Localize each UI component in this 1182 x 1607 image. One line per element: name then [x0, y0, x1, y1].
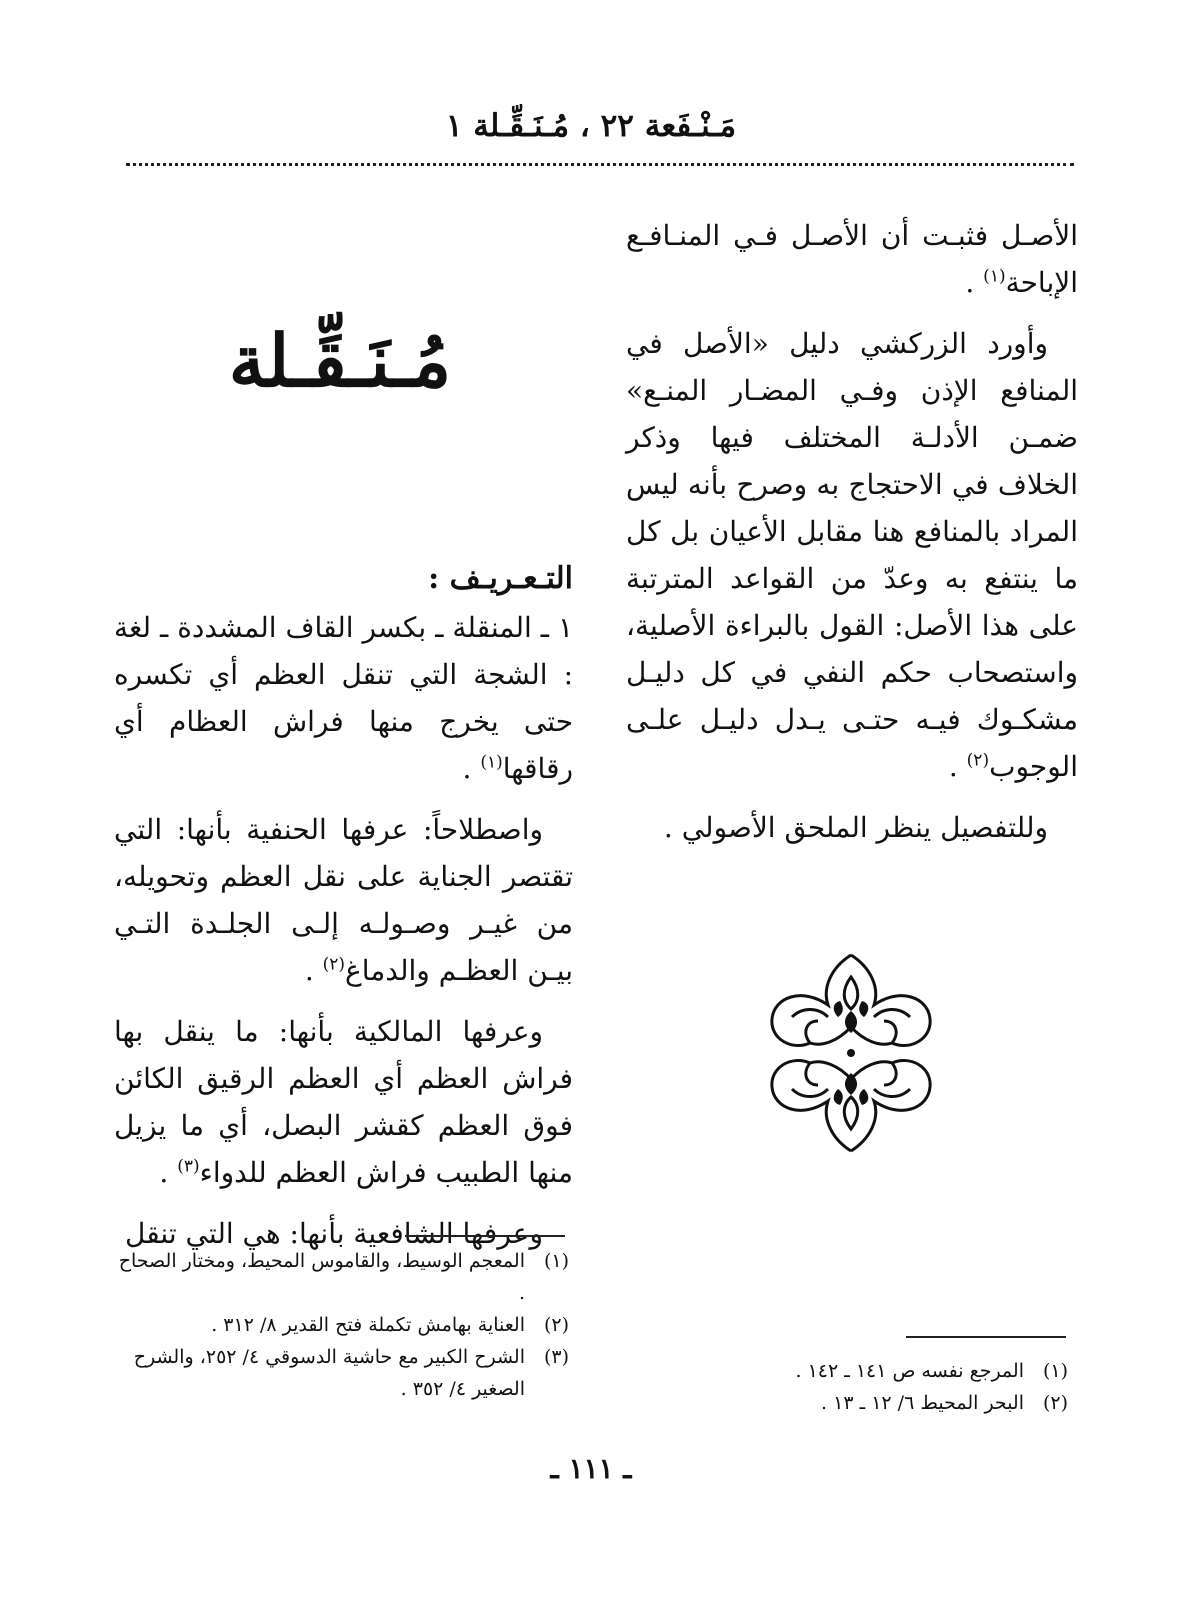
footnote-text: المرجع نفسه ص ١٤١ ـ ١٤٢ .: [795, 1360, 1024, 1382]
footnote: [640, 1355, 1068, 1387]
header-dotted-rule: [126, 163, 1074, 166]
footnote: [114, 1245, 569, 1309]
footnote-ref: (١): [480, 752, 503, 773]
paragraph-text: وعرفها المالكية بأنها: ما ينقل بها فراش العظم أي العظم الرقيق الكائن فوق العظم كقشر البصل، أي ما يزيل منها الطبيب فراش العظم للدواء: [114, 1015, 573, 1189]
paragraph: [114, 1008, 573, 1196]
footnote-number: (١): [1042, 1360, 1068, 1382]
left-column: [114, 555, 573, 1271]
paragraph-text: واصطلاحاً: عرفها الحنفية بأنها: التي تقتصر الجناية على نقل العظم وتحويله، من غيـر وصـولـه إلـى الجلـدة التـي بيـن العظـم والدماغ: [114, 813, 573, 987]
footnote-ref: (٣): [177, 1156, 200, 1177]
section-heading: التـعـريـف :: [428, 561, 573, 596]
footnote-text: العناية بهامش تكملة فتح القدير ٨/ ٣١٢ .: [211, 1314, 525, 1336]
paragraph-text: وأورد الزركشي دليل «الأصل في المنافع الإذن وفـي المضـار المنـع» ضمـن الأدلـة المختلف فيها وذكر الخلاف في الاحتجاج به وصرح بأنه ليس المراد بالمنافع هنا مقابل الأعيان بل كل ما ينتفع به وعدّ من القواعد المترتبة على هذا الأصل: القول بالبراءة الأصلية، واستصحاب حكم النفي في كل دليـل مشكـوك فيـه حتـى يـدل دليـل علـى الوجوب: [626, 327, 1078, 783]
paragraph-end: .: [462, 752, 481, 785]
paragraph: [626, 804, 1078, 851]
paragraph-text: الأصـل فثبـت أن الأصـل فـي المنـافـع الإباحة: [626, 219, 1078, 299]
footnote-number: (٢): [543, 1314, 569, 1336]
paragraph-text: وعرفها الشافعية بأنها: هي التي تنقل: [125, 1217, 543, 1250]
paragraph-end: .: [948, 750, 967, 783]
footnote: [640, 1387, 1068, 1419]
footnote-text: الشرح الكبير مع حاشية الدسوقي ٤/ ٢٥٢، والشرح الصغير ٤/ ٣٥٢ .: [133, 1346, 525, 1400]
right-footnotes: [640, 1355, 1068, 1419]
footnote-separator: [405, 1235, 565, 1237]
arabesque-ornament-icon: [762, 947, 940, 1159]
footnote-ref: (١): [983, 266, 1006, 287]
footnote-separator: [906, 1336, 1066, 1338]
running-header: مَـنْـفَعة ٢٢ ، مُـنَـقِّـلة ١: [445, 108, 737, 144]
footnote-ref: (٢): [966, 750, 990, 771]
paragraph: [626, 212, 1078, 306]
footnote-text: البحر المحيط ٦/ ١٢ ـ ١٣ .: [821, 1392, 1024, 1414]
footnote-number: (٢): [1042, 1392, 1068, 1414]
paragraph: [626, 320, 1078, 790]
footnote-number: (٣): [543, 1346, 569, 1368]
paragraph-end: .: [159, 1156, 178, 1189]
left-footnotes: [114, 1245, 569, 1405]
paragraph-text: وللتفصيل ينظر الملحق الأصولي .: [663, 811, 1048, 844]
footnote-ref: (٢): [322, 954, 346, 975]
paragraph: [114, 604, 573, 792]
paragraph-end: .: [965, 266, 984, 299]
footnote: [114, 1341, 569, 1405]
paragraph-text: ١ ـ المنقلة ـ بكسر القاف المشددة ـ لغة : الشجة التي تنقل العظم أي تكسره حتى يخرج منها فراش العظام أي رقاقها: [114, 611, 573, 785]
paragraph: [114, 806, 573, 994]
page-number: ـ ١١١ ـ: [550, 1452, 632, 1485]
entry-title: مُـنَـقِّـلة: [228, 318, 452, 403]
footnote-number: (١): [543, 1250, 569, 1272]
right-column: [626, 212, 1078, 865]
paragraph-end: .: [304, 954, 323, 987]
footnote: [114, 1309, 569, 1341]
footnote-text: المعجم الوسيط، والقاموس المحيط، ومختار الصحاح .: [118, 1250, 525, 1304]
